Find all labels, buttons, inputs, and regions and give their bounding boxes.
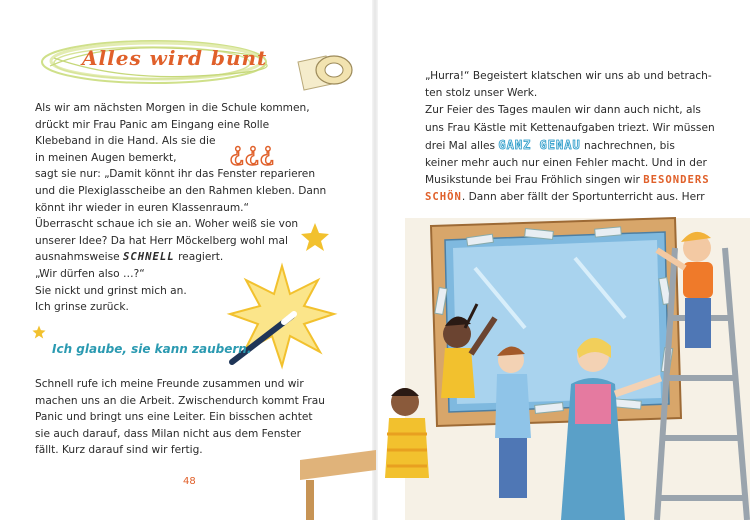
ganz-genau-highlight: GANZ GENAU	[498, 137, 581, 152]
schnell-highlight: SCHNELL	[123, 251, 175, 264]
paragraph-2: Schnell rufe ich meine Freunde zusammen und wir machen uns an die Arbeit. Zwischendurch kommt Frau Panic und bringt uns eine Leiter. Ein bisschen achtet sie auch darauf, dass Milan nicht aus dem Fenster fällt. Kurz darauf sind wir fertig.	[35, 378, 325, 457]
question-marks: ¿¿¿	[230, 137, 276, 166]
right-paragraph: „Hurra!“ Begeistert klatschen wir uns ab und betrach- ten stolz unser Werk. Zur Feier des Tages maulen wir dann auch nicht, als uns Frau Kästle mit Kettenaufgaben triezt. Wir müssen drei Mal alles GANZ GENAU nachrechnen, bis keiner mehr auch nur einen Fehler macht. Und in der Musikstunde bei Frau Fröhlich singen wir BESONDERS SCHÖN. Dann aber fällt der Sportunterricht aus. Herr	[425, 70, 715, 204]
classroom-illustration	[375, 208, 750, 520]
paragraph-1: Als wir am nächsten Morgen in die Schule kommen, drückt mir Frau Panic am Eingang eine Rolle Klebeband in die Hand. Als sie die in meinen Augen bemerkt, sagt sie nur: „Damit könnt ihr das Fenster reparieren und die Plexiglasscheibe an den Rahmen kleben. Dann könnt ihr wieder in euren Klassenraum.“ Überrascht schaue ich sie an. Woher weiß sie von unserer Idee? Da hat Herr Möckelberg wohl mal ausnahmsweise SCHNELL reagiert. „Wir dürfen also …?“ Sie nickt und grinst mich an. Ich grinse zurück.	[35, 102, 327, 314]
chapter-title: Alles wird bunt	[82, 46, 268, 70]
table-icon	[300, 440, 376, 520]
star-icon	[32, 325, 46, 339]
chapter-title-block	[36, 36, 276, 88]
schoen-highlight: SCHÖN	[425, 191, 462, 204]
star-icon	[300, 222, 330, 252]
right-page	[375, 0, 750, 520]
highlighted-quote: Ich glaube, sie kann zaubern.	[52, 342, 252, 356]
tape-roll-icon	[292, 48, 358, 96]
page-number: 48	[183, 476, 196, 487]
besonders-highlight: BESONDERS	[643, 174, 710, 187]
